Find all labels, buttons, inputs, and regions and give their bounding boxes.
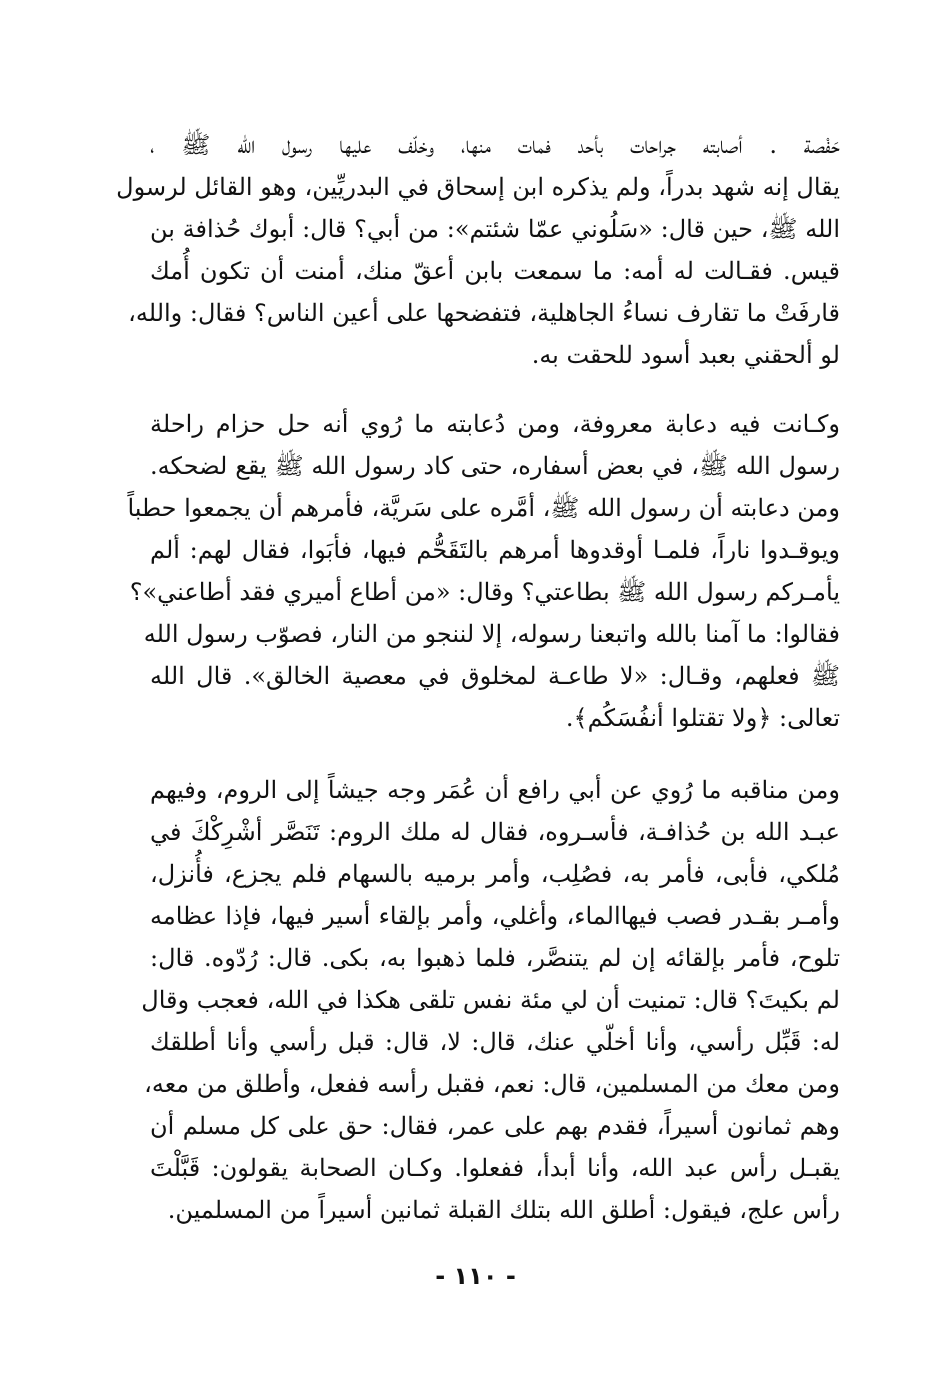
paragraph-1 [116,124,840,376]
paragraph-3 [141,769,840,1231]
text-line: لو ألحقني بعبد أسود للحقت به. [531,341,840,369]
paragraph-2 [127,403,840,739]
text-line: ويوقـدوا ناراً، فلمـا أوقدوها أمرهم بالتَقَحُّم فيها، فأبَوا، فقال لهم: ألم [150,536,840,564]
text-line: الله ﷺ، حين قال: «سَلُوني عمّا شئتم»: من أبي؟ قال: أبوك حُذافة بن [150,215,840,243]
page-number: - ١١٠ - [435,1262,516,1290]
text-line: لم بكيتَ؟ قال: تمنيت أن لي مئة نفس تلقى هكذا في الله، فعجب وقال [141,986,840,1014]
text-line: يقبـل رأس عبد الله، وأنا أبدأ، ففعلوا. وكـان الصحابة يقولون: قَبَّلْتَ [150,1154,840,1182]
text-line: وكـانت فيه دعابة معروفة، ومن دُعابته ما رُوي أنه حل حزام راحلة [150,410,840,438]
text-line: مُلكي، فأبى، فأمر به، فصُلِب، وأمر برميه بالسهام فلم يجزع، فأُنزل، [150,860,840,888]
text-line: يأمـركم رسول الله ﷺ بطاعتي؟ وقال: «من أطاع أميري فقد أطاعني»؟ [129,578,840,606]
text-line: وهم ثمانون أسيراً، فقدم بهم على عمر، فقال: حق على كل مسلم أن [150,1112,840,1140]
text-line: تلوح، فأمر بإلقائه إن لم يتنصَّر، فلما ذهبوا به، بكى. قال: رُدّوه. قال: [150,944,840,972]
text-line: تعالى: ﴿ولا تقتلوا أنفُسَكُم﴾. [565,704,840,732]
text-line: له: قَبِّل رأسي، وأنا أخلّي عنك، قال: لا، قال: قبل رأسي وأنا أطلقك [150,1028,840,1056]
text-line: عبـد الله بن حُذافـة، فأسـروه، فقال له ملك الروم: تَنَصَّر أشْرِكْكَ في [150,818,840,846]
text-line: ومن مناقبه ما رُوي عن أبي رافع أن عُمَر وجه جيشاً إلى الروم، وفيهم [150,776,840,804]
text-line: قارفَتْ ما تقارف نساءُ الجاهلية، فتفضحها على أعين الناس؟ فقال: والله، [128,299,840,327]
text-line: ومن دعابته أن رسول الله ﷺ، أمَّره على سَريَّة، فأمرهم أن يجمعوا حطباً [127,494,840,522]
text-line: قيس. فقـالت له أمه: ما سمعت بابن أعقّ منك، أمنت أن تكون أُمك [150,257,840,285]
text-line: وأمـر بقـدر فصب فيهاالماء، وأغلي، وأمر بإلقاء أسير فيها، فإذا عظامه [150,902,840,930]
text-line: فقالوا: ما آمنا بالله واتبعنا رسوله، إلا لننجو من النار، فصوّب رسول الله [143,620,840,648]
text-line: يقال إنه شهد بدراً، ولم يذكره ابن إسحاق في البدريِّين، وهو القائل لرسول [116,173,840,201]
text-line: ومن معك من المسلمين، قال: نعم، فقبل رأسه ففعل، وأطلق من معه، [144,1070,840,1098]
text-line: ﷺ فعلهم، وقـال: «لا طاعـة لمخلوق في معصية الخالق». قال الله [150,662,840,690]
text-line: رأس علج، فيقول: أطلق الله بتلك القبلة ثمانين أسيراً من المسلمين. [167,1196,840,1224]
text-line: حَفْصة . أصابته جراحات بأحد فمات منها، وخلّف عليها رسول الله ﷺ ، [150,131,840,159]
text-line: رسول الله ﷺ، في بعض أسفاره، حتى كاد رسول الله ﷺ يقع لضحكه. [150,452,840,480]
